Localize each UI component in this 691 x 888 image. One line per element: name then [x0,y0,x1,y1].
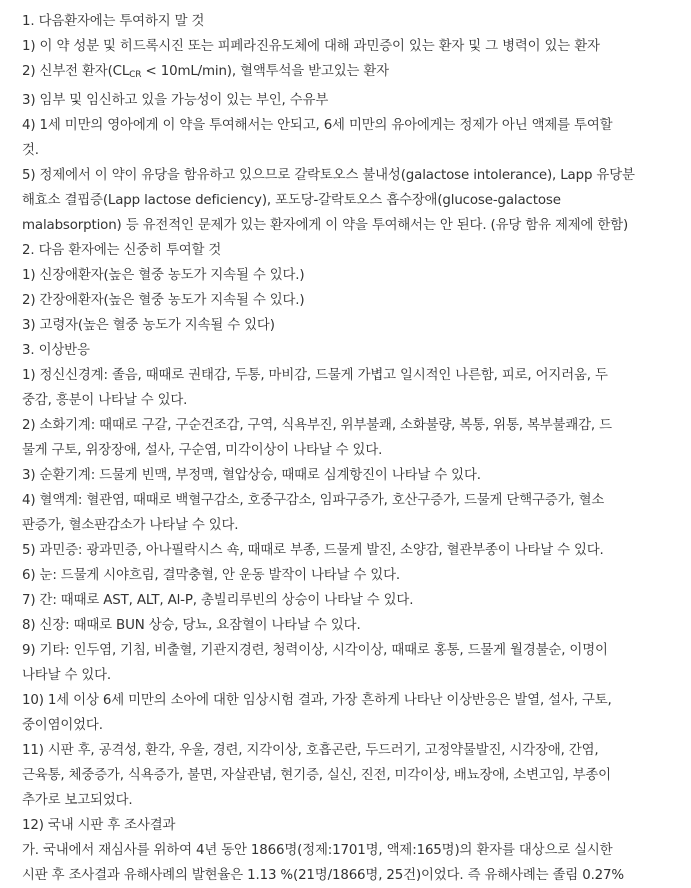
text-line: 11) 시판 후, 공격성, 환각, 우울, 경련, 지각이상, 호흡곤란, 두드러기, 고정약물발진, 시각장애, 간염, [22,743,599,758]
text-line: 7) 간: 때때로 AST, ALT, Al-P, 총빌리루빈의 상승이 나타날 수 있다. [22,593,414,608]
text-line: 근육통, 체중증가, 식욕증가, 불면, 자살관념, 현기증, 실신, 진전, 미각이상, 배뇨장애, 소변고임, 부종이 [22,768,611,783]
text-line: 3. 이상반응 [22,343,90,358]
text-line: 5) 과민증: 광과민증, 아나필락시스 쇽, 때때로 부종, 드물게 발진, 소양감, 혈관부종이 나타날 수 있다. [22,543,604,558]
document-body [22,9,686,888]
text-line: 3) 임부 및 임신하고 있을 가능성이 있는 부인, 수유부 [22,93,329,108]
text-line: 물게 구토, 위장장애, 설사, 구순염, 미각이상이 나타날 수 있다. [22,443,383,458]
text-line: 판증가, 혈소판감소가 나타날 수 있다. [22,518,239,533]
text-line: 4) 1세 미만의 영아에게 이 약을 투여해서는 안되고, 6세 미만의 유아에게는 정제가 아닌 액제를 투여할 [22,118,613,133]
text-line: 중이염이었다. [22,718,103,733]
text-line: 2) 간장애환자(높은 혈중 농도가 지속될 수 있다.) [22,293,305,308]
text-line: 3) 순환기계: 드물게 빈맥, 부정맥, 혈압상승, 때때로 심계항진이 나타날 수 있다. [22,468,481,483]
text-line: 2) 소화기계: 때때로 구갈, 구순건조감, 구역, 식욕부진, 위부불쾌, 소화불량, 복통, 위통, 복부불쾌감, 드 [22,418,612,433]
text-line: 2. 다음 환자에는 신중히 투여할 것 [22,243,222,258]
text-line: 5) 정제에서 이 약이 유당을 함유하고 있으므로 갈락토오스 불내성(galactose intolerance), Lapp 유당분 [22,168,635,183]
text-line [22,59,686,84]
text-line: malabsorption) 등 유전적인 문제가 있는 환자에게 이 약을 투여해서는 안 된다. (유당 함유 제제에 한함) [22,218,629,233]
text-line: 12) 국내 시판 후 조사결과 [22,818,176,833]
text-line: 10) 1세 이상 6세 미만의 소아에 대한 임상시험 결과, 가장 흔하게 나타난 이상반응은 발열, 설사, 구토, [22,693,612,708]
text-line: 시판 후 조사결과 유해사례의 발현율은 1.13 %(21명/1866명, 25건)이었다. 즉 유해사례는 졸림 0.27% [22,868,624,883]
text-line: 나타날 수 있다. [22,668,112,683]
text-line: 6) 눈: 드물게 시야흐림, 결막충혈, 안 운동 발작이 나타날 수 있다. [22,568,401,583]
text-line: 1) 이 약 성분 및 히드록시진 또는 피페라진유도체에 대해 과민증이 있는 환자 및 그 병력이 있는 환자 [22,39,600,54]
text-line: 가. 국내에서 재심사를 위하여 4년 동안 1866명(정제:1701명, 액제:165명)의 환자를 대상으로 실시한 [22,843,613,858]
text-line: 8) 신장: 때때로 BUN 상승, 당뇨, 요잠혈이 나타날 수 있다. [22,618,361,633]
text-line: 중감, 흥분이 나타날 수 있다. [22,393,188,408]
text-line: 3) 고령자(높은 혈중 농도가 지속될 수 있다) [22,318,275,333]
text-line: 1) 정신신경계: 졸음, 때때로 권태감, 두통, 마비감, 드물게 가볍고 일시적인 나른함, 피로, 어지러움, 두 [22,368,608,383]
subscript: CR [129,70,142,80]
text-line: 1) 신장애환자(높은 혈중 농도가 지속될 수 있다.) [22,268,305,283]
text-line: 것. [22,143,39,158]
text-line: 9) 기타: 인두염, 기침, 비출혈, 기관지경련, 청력이상, 시각이상, 때때로 홍통, 드물게 월경불순, 이명이 [22,643,608,658]
text-line: 1. 다음환자에는 투여하지 말 것 [22,14,205,29]
text-line: 추가로 보고되었다. [22,793,133,808]
text-line: 4) 혈액계: 혈관염, 때때로 백혈구감소, 호중구감소, 임파구증가, 호산구증가, 드물게 단핵구증가, 혈소 [22,493,605,508]
text-line: 해효소 결핍증(Lapp lactose deficiency), 포도당-갈락토오스 흡수장애(glucose-galactose [22,193,561,208]
text-line-pre: 2) 신부전 환자(CL [22,64,130,79]
text-line-post: < 10mL/min), 혈액투석을 받고있는 환자 [141,64,389,79]
